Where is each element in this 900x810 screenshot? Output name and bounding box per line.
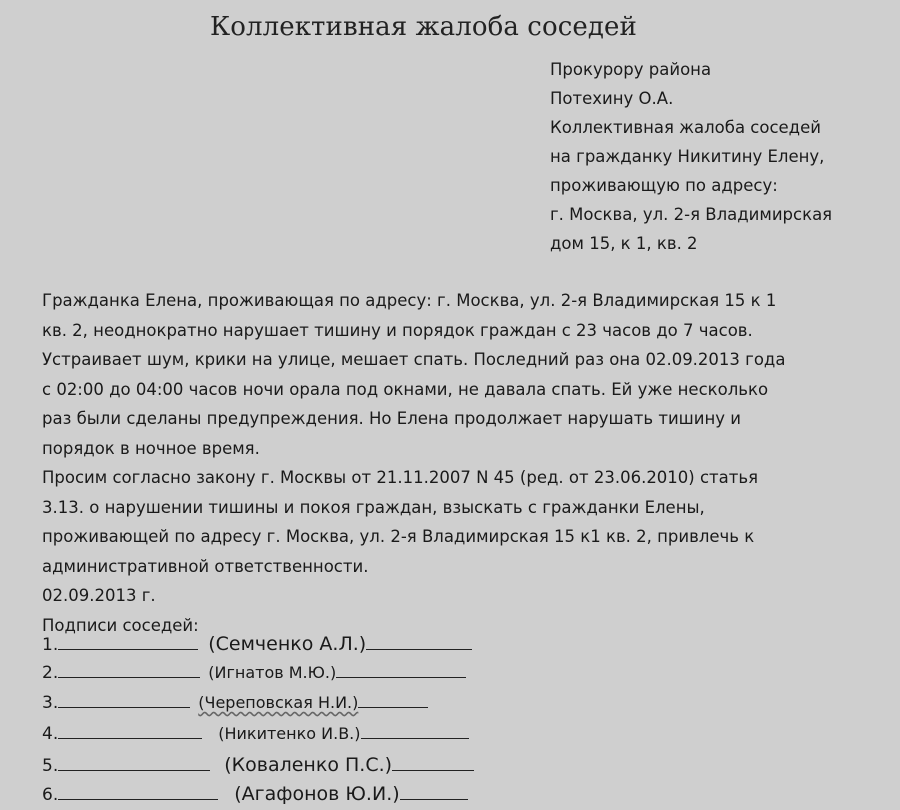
signer-name: (Агафонов Ю.И.) — [234, 783, 400, 805]
signature-row — [42, 754, 474, 776]
signature-line — [392, 770, 474, 771]
signature-line — [58, 707, 190, 708]
signature-number: 6. — [42, 785, 59, 805]
signature-number: 4. — [42, 724, 59, 744]
signature-line — [58, 799, 218, 800]
signer-name: (Никитенко И.В.) — [218, 724, 361, 743]
body-line: кв. 2, неоднократно нарушает тишину и порядок граждан с 23 часов до 7 часов. — [42, 320, 753, 340]
body-line: Устраивает шум, крики на улице, мешает спать. Последний раз она 02.09.2013 года — [42, 350, 786, 369]
addressee-line: Коллективная жалоба соседей — [550, 118, 821, 137]
signatures-heading: Подписи соседей: — [42, 615, 199, 635]
document-title: Коллективная жалоба соседей — [210, 12, 637, 42]
signature-line — [58, 770, 210, 771]
addressee-line: Потехину О.А. — [550, 89, 674, 108]
signature-row — [42, 663, 466, 683]
addressee-line: Прокурору района — [550, 60, 712, 79]
addressee-line: дом 15, к 1, кв. 2 — [550, 234, 698, 253]
signature-row — [42, 693, 428, 713]
signature-number: 3. — [42, 693, 59, 713]
signature-line — [58, 677, 200, 678]
signer-name: (Семченко А.Л.) — [208, 633, 367, 655]
body-line: Гражданка Елена, проживающая по адресу: г. Москва, ул. 2-я Владимирская 15 к 1 — [42, 291, 777, 310]
signature-row — [42, 633, 472, 655]
signer-name: (Игнатов М.Ю.) — [208, 663, 337, 682]
signature-line — [361, 738, 469, 739]
signature-line — [58, 738, 202, 739]
complaint-body — [42, 286, 892, 640]
body-line: с 02:00 до 04:00 часов ночи орала под окнами, не давала спать. Ей уже несколько — [42, 379, 769, 399]
addressee-line: на гражданку Никитину Елену, — [550, 147, 825, 166]
signature-line — [366, 649, 472, 650]
body-line: 3.13. о нарушении тишины и покоя граждан, взыскать с гражданки Елены, — [42, 497, 705, 517]
body-line: раз были сделаны предупреждения. Но Елена продолжает нарушать тишину и — [42, 409, 742, 428]
body-line: проживающей по адресу г. Москва, ул. 2-я Владимирская 15 к1 кв. 2, привлечь к — [42, 527, 755, 546]
addressee-block — [550, 55, 832, 258]
signature-row — [42, 724, 469, 744]
signature-line — [400, 799, 468, 800]
document-date: 02.09.2013 г. — [42, 586, 156, 605]
signature-row — [42, 783, 468, 805]
signer-name: (Коваленко П.С.) — [224, 754, 393, 776]
addressee-line: проживающую по адресу: — [550, 176, 778, 195]
body-line: административной ответственности. — [42, 556, 369, 576]
signature-number: 5. — [42, 756, 59, 776]
signature-line — [58, 649, 198, 650]
signature-number: 1. — [42, 635, 59, 655]
signer-name: (Череповская Н.И.) — [198, 693, 359, 712]
body-line: порядок в ночное время. — [42, 438, 260, 458]
body-line: Просим согласно закону г. Москвы от 21.11.2007 N 45 (ред. от 23.06.2010) статья — [42, 468, 759, 487]
signature-number: 2. — [42, 663, 59, 683]
signature-line — [336, 677, 466, 678]
signature-line — [358, 707, 428, 708]
addressee-line: г. Москва, ул. 2-я Владимирская — [550, 205, 833, 224]
